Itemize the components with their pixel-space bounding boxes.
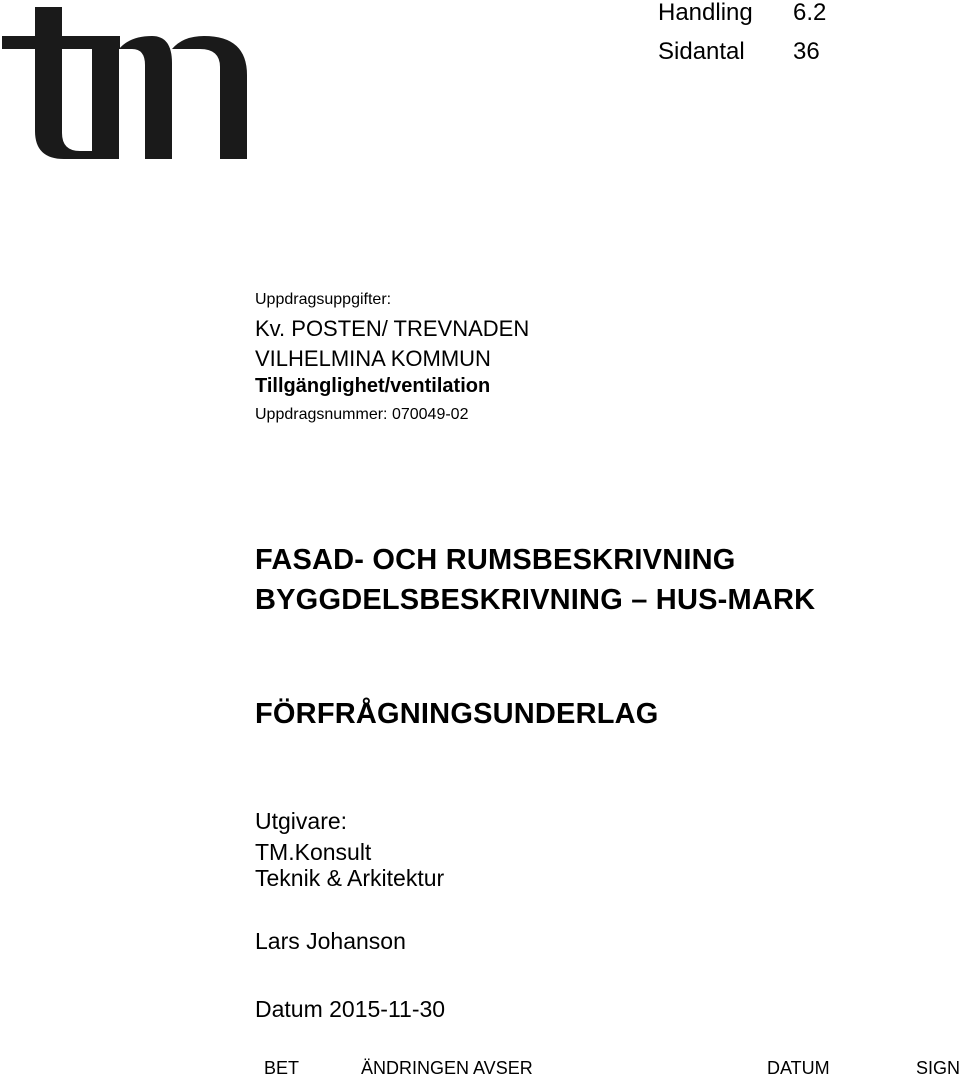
- assignment-line-2: VILHELMINA KOMMUN: [255, 346, 491, 371]
- revision-col-andringen: ÄNDRINGEN AVSER: [361, 1058, 533, 1078]
- revision-col-bet: BET: [264, 1058, 300, 1078]
- publisher-date: Datum 2015-11-30: [255, 996, 446, 1022]
- publisher-label: Utgivare:: [255, 808, 348, 834]
- revision-col-sign: SIGN: [916, 1058, 960, 1078]
- sidantal-label: Sidantal: [658, 38, 745, 65]
- handling-value: 6.2: [793, 0, 827, 26]
- handling-label: Handling: [658, 0, 753, 26]
- tm-logo-icon: [0, 5, 250, 161]
- assignment-line-1: Kv. POSTEN/ TREVNADEN: [255, 316, 530, 341]
- publisher-person: Lars Johanson: [255, 928, 406, 954]
- company-logo: [0, 5, 250, 161]
- assignment-line-3: Tillgänglighet/ventilation: [255, 375, 491, 397]
- sidantal-value: 36: [793, 38, 820, 65]
- publisher-company: TM.Konsult: [255, 839, 372, 865]
- assignment-label: Uppdragsuppgifter:: [255, 291, 392, 308]
- assignment-number: Uppdragsnummer: 070049-02: [255, 406, 469, 423]
- title-line-2: BYGGDELSBESKRIVNING – HUS-MARK: [255, 584, 816, 616]
- title-line-3: FÖRFRÅGNINGSUNDERLAG: [255, 698, 659, 730]
- revision-col-datum: DATUM: [767, 1058, 830, 1078]
- publisher-subtitle: Teknik & Arkitektur: [255, 865, 445, 891]
- title-line-1: FASAD- OCH RUMSBESKRIVNING: [255, 544, 736, 576]
